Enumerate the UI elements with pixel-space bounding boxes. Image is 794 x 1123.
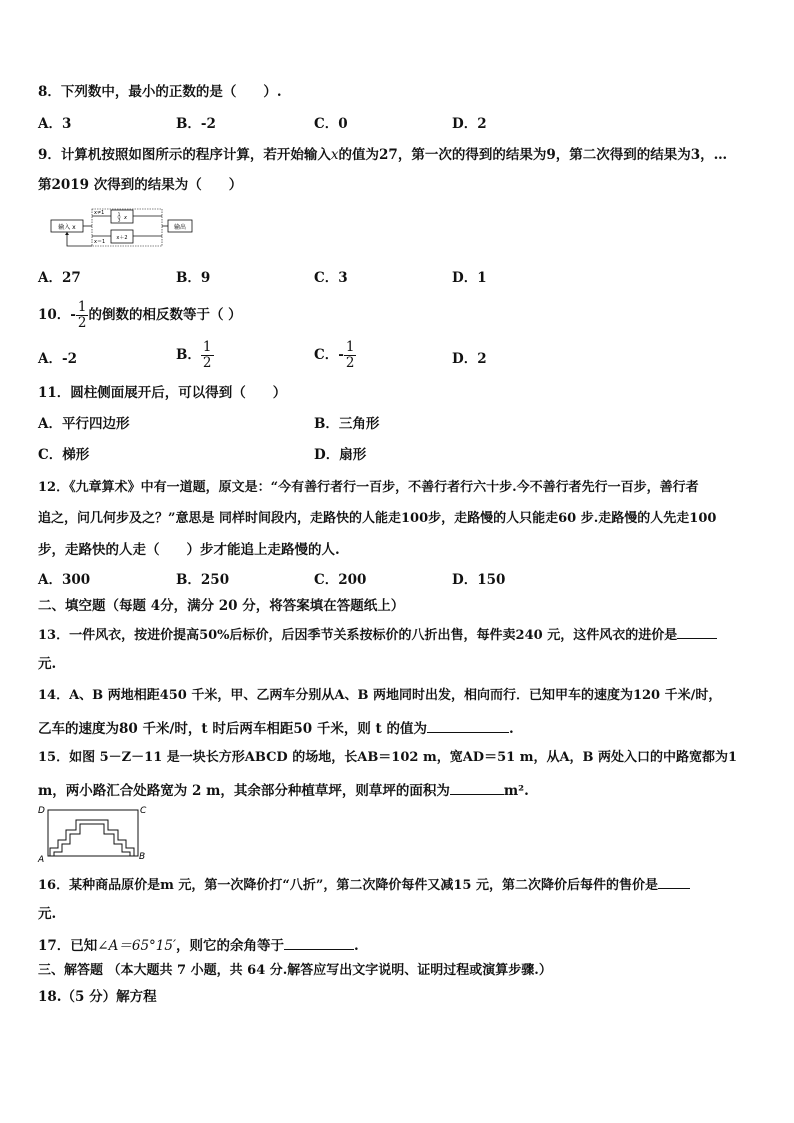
q12-option-b: B．250	[176, 572, 230, 588]
q11-option-c: C．梯形	[38, 447, 90, 463]
q10-fraction: $\frac{1}{2}$	[77, 299, 87, 331]
q10-option-b: B． $\frac{1}{2}$	[176, 339, 212, 371]
q16-line1: 16．某种商品原价是m 元，第一次降价打“八折”，第二次降价每件又减15 元，第二次降价后每件的售价是	[38, 874, 690, 895]
q11-option-a: A．平行四边形	[38, 416, 130, 432]
input-label: 输入 x	[58, 224, 76, 231]
q8-stem: 8．下列数中，最小的正数的是（ ）.	[38, 84, 282, 100]
q8-option-d: D．2	[452, 116, 487, 132]
frac-box	[111, 210, 133, 223]
section-2-heading: 二、填空题（每题 4分，满分 20 分，将答案填在答题纸上）	[38, 598, 405, 614]
q15-line2: m，两小路汇合处路宽为 2 m，其余部分种植草坪，则草坪的面积为 m².	[38, 780, 529, 800]
q12-line1: 12．《九章算术》中有一道题，原文是：“今有善行者行一百步，不善行者行六十步.今不善行者先行一百步，善行者	[38, 480, 699, 495]
q13-line2: 元.	[38, 656, 57, 672]
q12-option-c: C．200	[314, 572, 367, 588]
q9-stem: 9．计算机按照如图所示的程序计算，若开始输入x的值为27，第一次的得到的结果为9，第二次得到的结果为3，…	[38, 147, 728, 163]
q14-line1: 14．A、B 两地相距450 千米，甲、乙两车分别从A、B 两地同时出发，相向而行．已知甲车的速度为120 千米/时，	[38, 688, 722, 703]
q17-stem: 17．已知∠A＝65°15′，则它的余角等于 .	[38, 935, 359, 955]
q10-option-c: C．- $\frac{1}{2}$	[314, 339, 355, 371]
q14-line2: 乙车的速度为80 千米/时，t 时后两车相距50 千米，则 t 的值为 .	[38, 718, 514, 738]
q12-line3: 步，走路快的人走（ ）步才能追上走路慢的人.	[38, 542, 340, 558]
add-label: x＋2	[116, 235, 128, 241]
q11-option-b: B．三角形	[314, 416, 380, 432]
output-label: 输出	[173, 224, 187, 231]
q9-stem-line2: 第2019 次得到的结果为（ ）	[38, 177, 243, 193]
label-b: B	[139, 852, 146, 862]
q9-option-b: B．9	[176, 270, 211, 286]
q12-line2: 追之，问几何步及之？”意思是 同样时间段内，走路快的人能走100步，走路慢的人只能走60 步.走路慢的人先走100	[38, 511, 717, 526]
cond-top: x≠1	[94, 210, 105, 216]
q9-option-c: C．3	[314, 270, 348, 286]
q8-option-b: B．-2	[176, 116, 216, 132]
q10-option-a: A．-2	[38, 351, 77, 367]
q9-flowchart-diagram	[48, 206, 198, 250]
q9-option-a: A．27	[38, 270, 81, 286]
q8-option-c: C．0	[314, 116, 348, 132]
q12-option-a: A．300	[38, 572, 91, 588]
q15-field-diagram	[36, 804, 154, 864]
cond-bottom: x＝1	[94, 239, 106, 245]
q10-option-d: D．2	[452, 351, 487, 367]
label-a: A	[38, 855, 45, 864]
q18-stem: 18.（5 分）解方程	[38, 989, 157, 1005]
q15-line1: 15．如图 5－Z－11 是一块长方形ABCD 的场地，长AB＝102 m，宽AD＝51 m，从A，B 两处入口的中路宽都为1	[38, 750, 738, 765]
label-c: C	[140, 806, 147, 816]
svg-text:3: 3	[117, 218, 121, 224]
q9-option-d: D．1	[452, 270, 487, 286]
q11-stem: 11．圆柱侧面展开后，可以得到（ ）	[38, 385, 287, 401]
q8-option-a: A．3	[38, 116, 72, 132]
q16-line2: 元.	[38, 906, 57, 922]
q11-option-d: D．扇形	[314, 447, 367, 463]
label-d: D	[38, 806, 45, 816]
svg-text:1: 1	[117, 213, 121, 218]
q17-angle: ∠A＝65°15′	[97, 938, 177, 954]
q12-option-d: D．150	[452, 572, 506, 588]
section-3-heading: 三、解答题 （本大题共 7 小题，共 64 分.解答应写出文字说明、证明过程或演算步骤.）	[38, 963, 552, 978]
q13-line1: 13．一件风衣，按进价提高50%后标价，后因季节关系按标价的八折出售，每件卖240 元，这件风衣的进价是	[38, 624, 717, 645]
q10-stem: 10．- $\frac{1}{2}$ 的倒数的相反数等于（ ）	[38, 299, 242, 331]
svg-text:x: x	[124, 215, 127, 221]
